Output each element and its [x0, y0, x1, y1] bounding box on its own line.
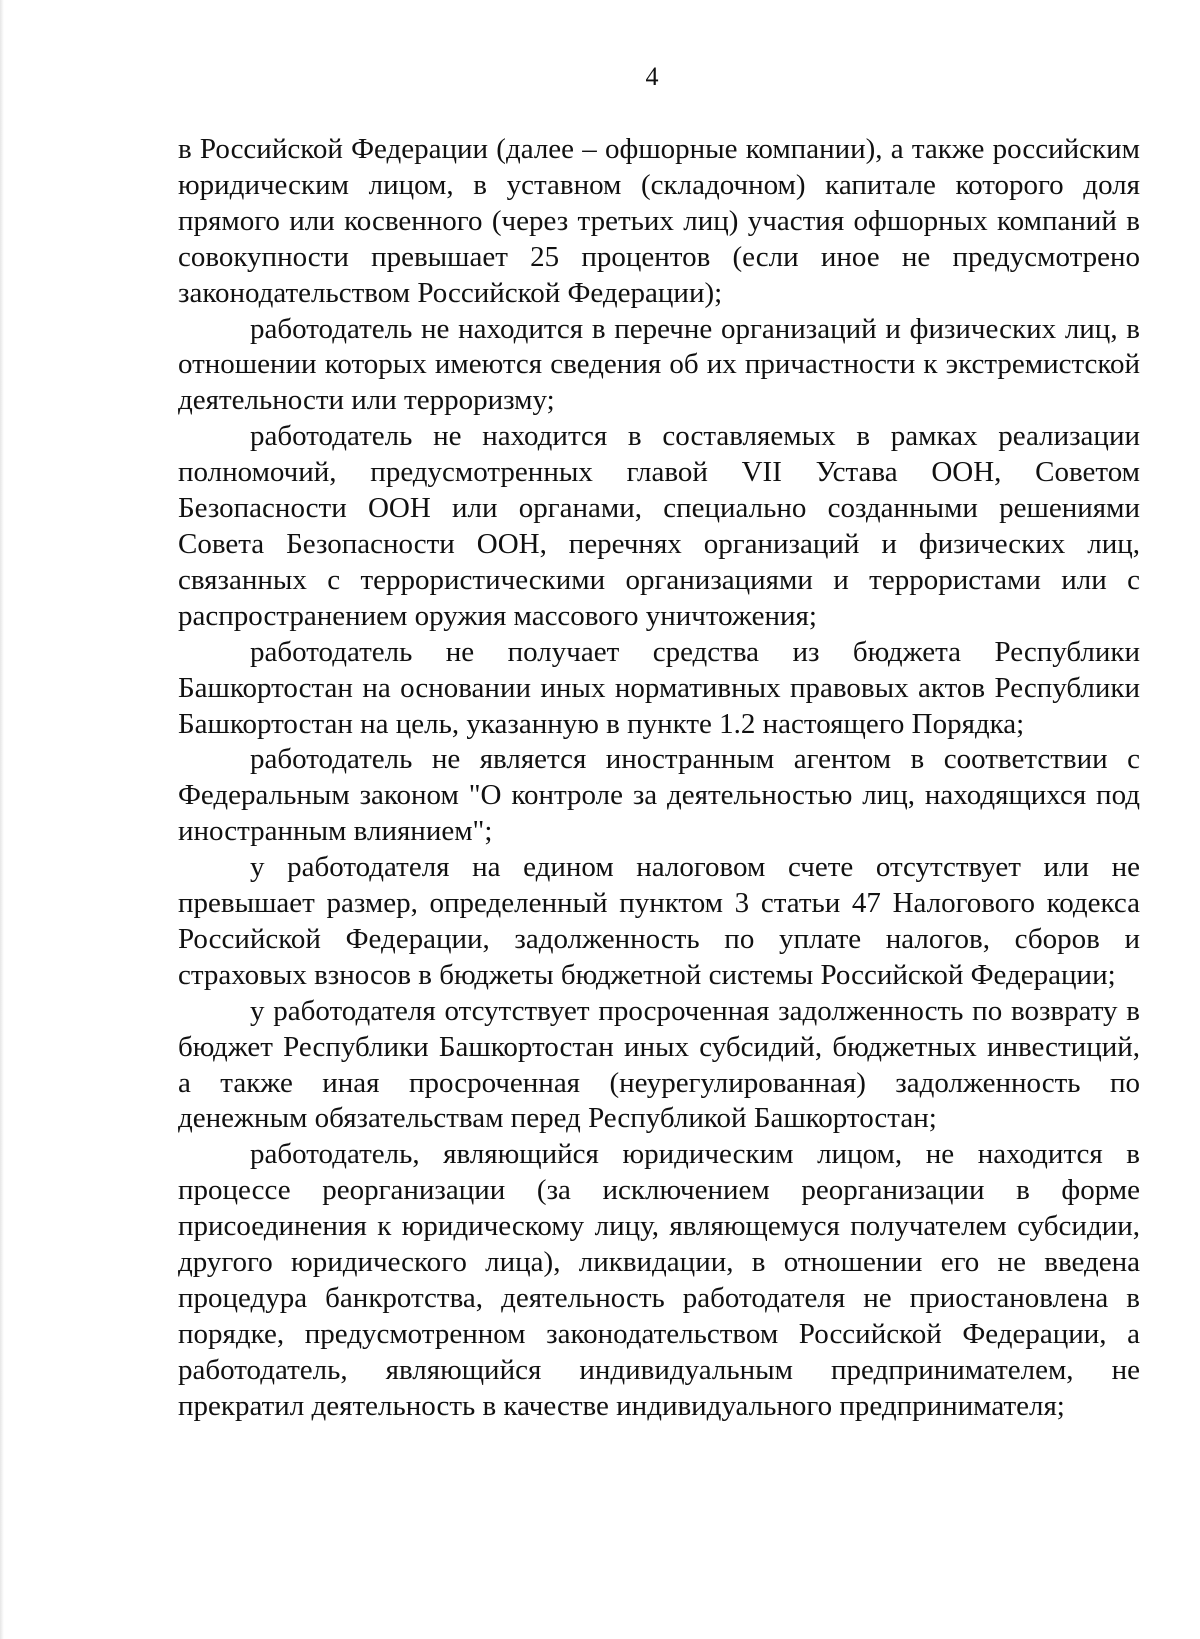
paragraph-offshore-companies: в Российской Федерации (далее – офшорные компании), а также российским юридическим лицом, в уставном (складочном) капитале которого доля прямого или косвенного (через третьих лиц) участия офшорных компаний в совокупности превышает 25 процентов (если иное не предусмотрено законодательством Российской Федерации); — [178, 133, 1140, 309]
paragraph-budget-funds: работодатель не получает средства из бюджета Республики Башкортостан на основании иных нормативных правовых актов Республики Башкортостан на цель, указанную в пункте 1.2 настоящего Порядка; — [178, 635, 1140, 740]
paragraph-extremism-list: работодатель не находится в перечне организаций и физических лиц, в отношении которых имеются сведения об их причастности к экстремистской деятельности или терроризму; — [178, 312, 1140, 417]
paragraph-reorganization-bankruptcy: работодатель, являющийся юридическим лицом, не находится в процессе реорганизации (за исключением реорганизации в форме присоединения к юридическому лицу, являющемуся получателем субсидии, другого юридического лица), ликвидации, в отношении его не введена процедура банкротства, деятельность работодателя не приостановлена в порядке, предусмотренном законодательством Российской Федерации, а работодатель, являющийся индивидуальным предпринимателем, не прекратил деятельность в качестве индивидуального предпринимателя; — [178, 1138, 1140, 1422]
paragraph-foreign-agent: работодатель не является иностранным агентом в соответствии с Федеральным законом "О контроле за деятельностью лиц, находящихся под иностранным влиянием"; — [178, 743, 1140, 848]
paragraph-tax-debt: у работодателя на едином налоговом счете отсутствует или не превышает размер, определенный пунктом 3 статьи 47 Налогового кодекса Российской Федерации, задолженность по уплате налогов, сборов и страховых взносов в бюджеты бюджетной системы Российской Федерации; — [178, 851, 1140, 991]
page-number: 4 — [645, 62, 659, 91]
paragraph-overdue-debt: у работодателя отсутствует просроченная задолженность по возврату в бюджет Республики Башкортостан иных субсидий, бюджетных инвестиций, а также иная просроченная (неурегулированная) задолженность по денежным обязательствам перед Республикой Башкортостан; — [178, 994, 1140, 1135]
scan-edge-shadow — [0, 0, 4, 1639]
paragraph-un-security-council-lists: работодатель не находится в составляемых в рамках реализации полномочий, предусмотренных главой VII Устава ООН, Советом Безопасности ООН или органами, специально созданными решениями Совета Безопасности ООН, перечнях организаций и физических лиц, связанных с террористическими организациями и террористами или с распространением оружия массового уничтожения; — [178, 420, 1140, 632]
document-body — [178, 132, 1140, 1425]
